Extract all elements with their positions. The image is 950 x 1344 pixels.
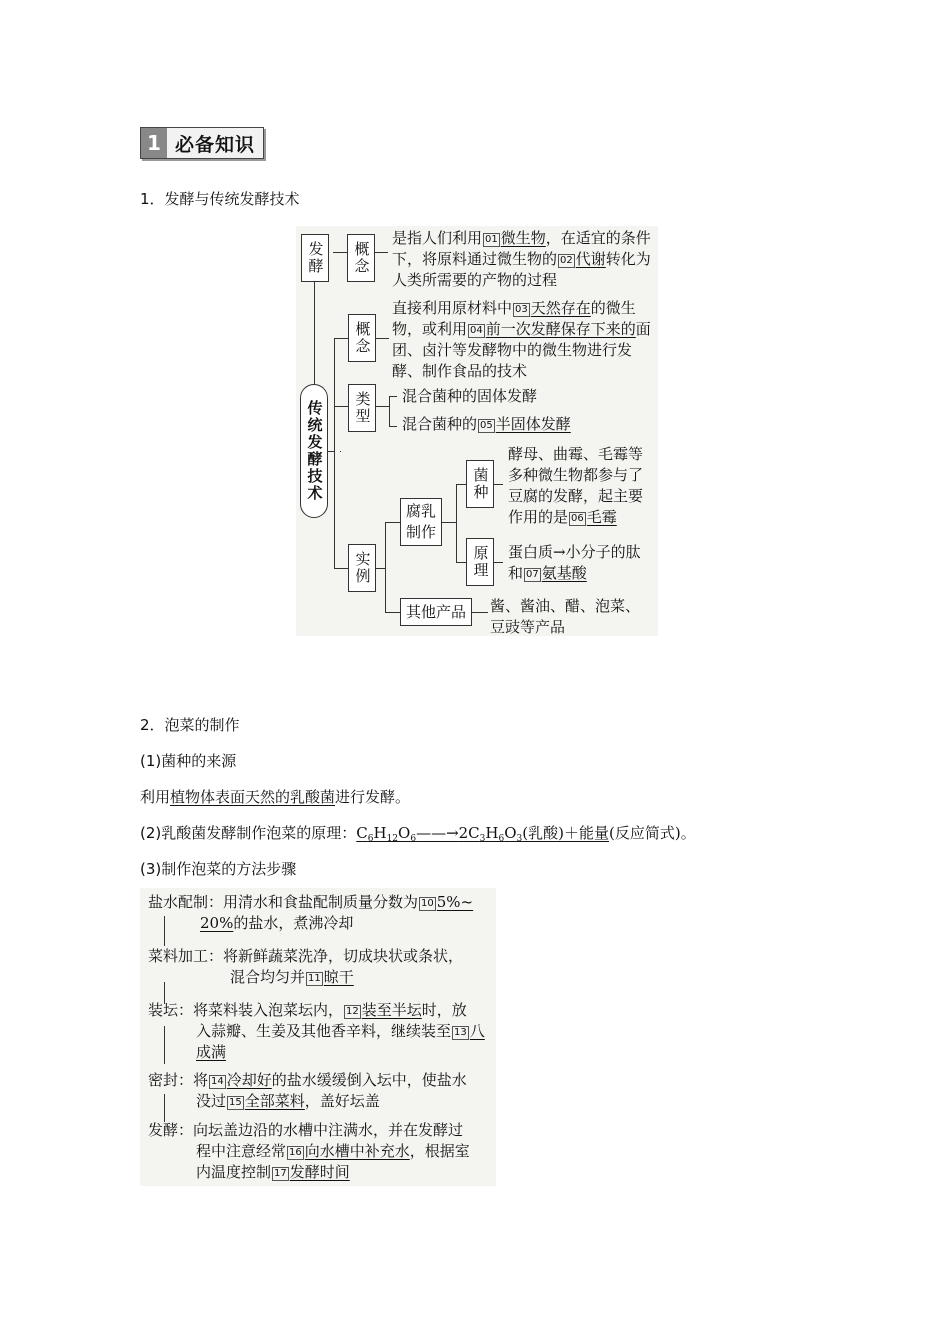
step-ferment: 发酵：向坛盖边沿的水槽中注满水，并在发酵过 xyxy=(148,1121,464,1139)
type-b: 混合菌种的 05 半固体发酵 xyxy=(402,415,571,433)
strain-text: 酵母、曲霉、毛霉等多种微生物都参与了豆腐的发酵，起主要作用的是 06 毛霉 xyxy=(508,445,644,526)
concept-1-text: 是指人们利用 01 微生物，在适宜的条件下，将原料通过微生物的 02 代谢转化为人类所需要的产物的过程 xyxy=(392,229,651,289)
sub-heading-1: (1)菌种的来源 xyxy=(140,752,237,770)
node-concept-2: 概念 xyxy=(348,314,376,362)
strain-source-line: 利用植物体表面天然的乳酸菌进行发酵。 xyxy=(140,788,411,806)
concept-2-text: 直接利用原材料中 03 天然存在的微生物，或利用 04 前一次发酵保存下来的面团、卤汁等发酵物中的微生物进行发酵、制作食品的技术 xyxy=(392,299,651,380)
section-banner xyxy=(140,127,264,159)
step-brine: 盐水配制：用清水和食盐配制质量分数为 10 5%~ xyxy=(148,893,474,911)
others-text: 酱、酱油、醋、泡菜、豆豉等产品 xyxy=(490,597,641,636)
node-ferment: 发酵 xyxy=(301,234,329,282)
fermentation-diagram xyxy=(296,226,658,636)
banner-title: 必备知识 xyxy=(167,128,263,158)
type-a: 混合菌种的固体发酵 xyxy=(402,387,538,405)
step-prep: 菜料加工：将新鲜蔬菜洗净，切成块状或条状， xyxy=(148,947,464,965)
section-2-heading: 2．泡菜的制作 xyxy=(140,716,240,734)
steps-panel: 盐水配制：用清水和食盐配制质量分数为 10 5%~ 20%的盐水，煮沸冷却 菜料加工：将新鲜蔬菜洗净，切成块状或条状， 混合均匀并 11 晾干 装坛：将菜料装入泡菜坛内， 12 装至半坛时，放 入蒜瓣、生姜及其他香辛料，继续装至 13 八 成满 密封：将 14 冷却好的盐水缓缓倒入坛中，使盐水 没过 15 全部菜料，盖好坛盖 发酵：向坛盖边沿的水槽中注满水，并在发酵过 程中注意经常 16 向水槽中补充水，根据室 内温度控制 17 发酵时间 xyxy=(140,888,496,1186)
principle-line: (2)乳酸菌发酵制作泡菜的原理：$C_6H_{12}O_6——\to 2C_3H_6O_3$(乳酸)＋能量(反应简式)。 xyxy=(140,824,696,844)
step-pack: 装坛：将菜料装入泡菜坛内， 12 装至半坛时，放 xyxy=(148,1001,467,1019)
node-others: 其他产品 xyxy=(400,598,472,626)
node-traditional: 传统发酵技术 xyxy=(300,384,328,518)
node-principle: 原理 xyxy=(466,538,494,586)
node-furu: 腐乳制作 xyxy=(400,498,442,546)
node-example: 实例 xyxy=(348,544,376,592)
node-concept-1: 概念 xyxy=(347,234,375,282)
principle-text: 蛋白质→小分子的肽和 07 氨基酸 xyxy=(508,543,641,582)
node-strain: 菌种 xyxy=(466,460,494,508)
step-seal: 密封：将 14 冷却好的盐水缓缓倒入坛中，使盐水 xyxy=(148,1071,467,1089)
section-1-heading: 1．发酵与传统发酵技术 xyxy=(140,190,300,208)
sub-heading-3: (3)制作泡菜的方法步骤 xyxy=(140,860,297,878)
banner-number: 1 xyxy=(141,128,167,158)
node-type: 类型 xyxy=(348,384,376,432)
